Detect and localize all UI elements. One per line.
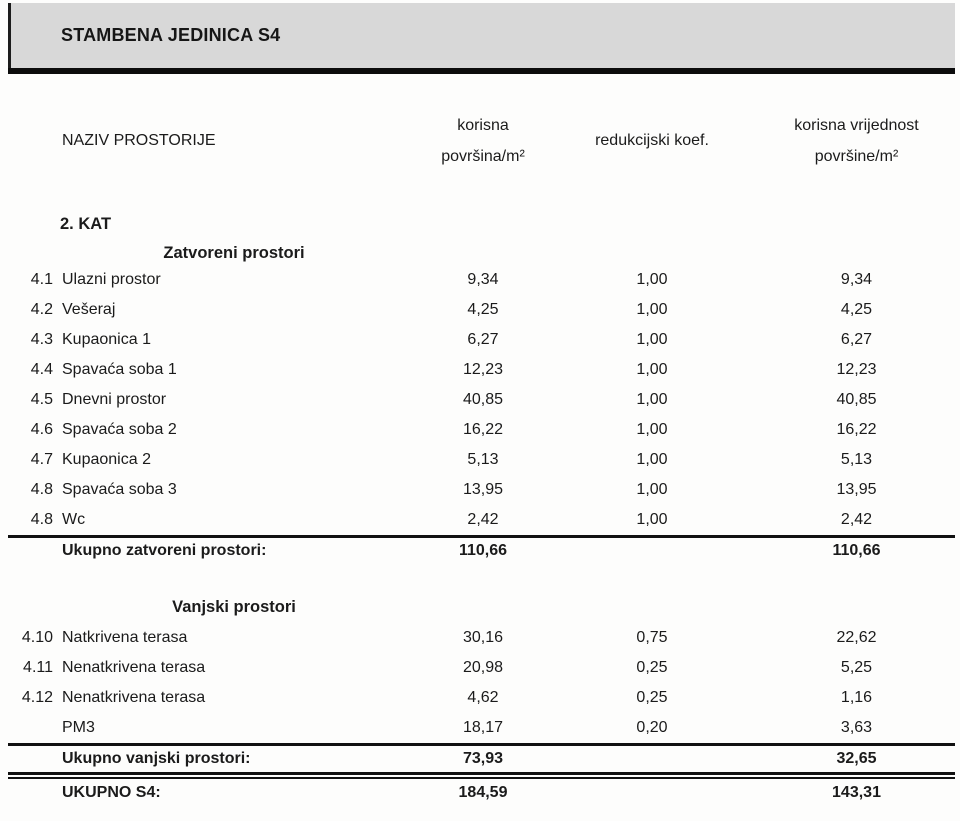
title-rule	[8, 68, 955, 74]
table-row	[8, 355, 955, 385]
grand-total-area-value: 184,59	[458, 784, 508, 801]
floor-label: 2. KAT	[60, 214, 112, 233]
row-area-value: 2,42	[467, 511, 499, 528]
table-row	[8, 415, 955, 445]
row-reduced-value: 2,42	[840, 511, 873, 528]
row-number: 4.7	[30, 451, 53, 468]
column-header-koef: redukcijski koef.	[595, 132, 709, 149]
column-header-name: NAZIV PROSTORIJE	[62, 132, 216, 149]
row-reduced-value: 5,13	[840, 451, 873, 468]
row-reduced-value: 13,95	[836, 481, 877, 498]
section-closed-spaces	[0, 241, 960, 564]
row-koef-value: 1,00	[636, 361, 668, 378]
row-room-name: Wc	[62, 511, 86, 528]
row-koef-value: 1,00	[636, 511, 668, 528]
row-area-value: 4,62	[467, 689, 499, 706]
total-label: Ukupno zatvoreni prostori:	[62, 542, 267, 559]
table-row	[8, 385, 955, 415]
row-koef-value: 1,00	[636, 331, 668, 348]
row-reduced-value: 40,85	[836, 391, 877, 408]
row-room-name: Natkrivena terasa	[62, 629, 188, 646]
section-heading: Vanjski prostori	[172, 597, 296, 616]
row-room-name: Ulazni prostor	[62, 271, 161, 288]
row-area-value: 16,22	[462, 421, 504, 438]
row-area-value: 20,98	[462, 659, 504, 676]
row-room-name: Nenatkrivena terasa	[62, 689, 206, 706]
row-reduced-value: 4,25	[840, 301, 873, 318]
row-koef-value: 1,00	[636, 271, 668, 288]
table-row	[8, 623, 955, 653]
row-reduced-value: 12,23	[836, 361, 877, 378]
row-koef-value: 0,25	[636, 659, 668, 676]
column-header-value-line1: korisna vrijednost	[794, 117, 919, 134]
title-bar	[8, 3, 955, 68]
section-heading-row	[8, 241, 955, 265]
table-row	[8, 505, 955, 535]
section-heading-row	[8, 595, 955, 619]
section-rows	[0, 265, 960, 535]
row-area-value: 13,95	[462, 481, 504, 498]
row-room-name: Nenatkrivena terasa	[62, 659, 206, 676]
row-area-value: 6,27	[467, 331, 499, 348]
table-row	[8, 713, 955, 743]
grand-total-value-value: 143,31	[832, 784, 881, 801]
row-reduced-value: 22,62	[836, 629, 877, 646]
table-row	[8, 475, 955, 505]
row-koef-value: 1,00	[636, 301, 668, 318]
row-koef-value: 0,25	[636, 689, 668, 706]
row-number: 4.5	[30, 391, 53, 408]
section-rows	[0, 623, 960, 743]
row-area-value: 18,17	[462, 719, 504, 736]
table-row	[8, 295, 955, 325]
row-number: 4.6	[30, 421, 53, 438]
row-area-value: 12,23	[462, 361, 504, 378]
table-row	[8, 653, 955, 683]
row-reduced-value: 6,27	[840, 331, 873, 348]
row-number: 4.3	[30, 331, 53, 348]
row-reduced-value: 9,34	[840, 271, 873, 288]
grand-total-label: UKUPNO S4:	[62, 784, 161, 801]
row-koef-value: 1,00	[636, 451, 668, 468]
row-room-name: Dnevni prostor	[62, 391, 167, 408]
row-room-name: Kupaonica 2	[62, 451, 151, 468]
row-reduced-value: 3,63	[840, 719, 873, 736]
section-outdoor-spaces	[0, 595, 960, 772]
section-heading: Zatvoreni prostori	[163, 243, 305, 262]
page-title: STAMBENA JEDINICA S4	[61, 25, 281, 45]
total-value-value: 32,65	[836, 750, 877, 767]
column-header-area-line2: površina/m²	[441, 148, 525, 165]
row-number: 4.4	[30, 361, 53, 378]
column-header-value-line2: površine/m²	[814, 148, 899, 165]
column-header-value	[758, 110, 955, 172]
row-number: 4.8	[30, 511, 53, 528]
row-area-value: 40,85	[462, 391, 504, 408]
row-room-name: PM3	[62, 719, 95, 736]
row-area-value: 9,34	[467, 271, 499, 288]
table-row	[8, 683, 955, 713]
row-number: 4.2	[30, 301, 53, 318]
row-number: 4.10	[21, 629, 53, 646]
row-koef-value: 0,20	[636, 719, 668, 736]
row-number: 4.1	[30, 271, 53, 288]
row-room-name: Spavaća soba 3	[62, 481, 177, 498]
grand-total-row	[8, 780, 955, 806]
row-number: 4.11	[23, 659, 53, 676]
row-room-name: Vešeraj	[62, 301, 116, 318]
total-area-value: 73,93	[462, 750, 504, 767]
row-room-name: Spavaća soba 1	[62, 361, 177, 378]
table-header-row	[8, 110, 955, 168]
row-koef-value: 0,75	[636, 629, 668, 646]
section-total-row	[8, 538, 955, 564]
table-row	[8, 325, 955, 355]
row-number: 4.8	[30, 481, 53, 498]
floor-row	[8, 212, 955, 236]
table-row	[8, 445, 955, 475]
total-label: Ukupno vanjski prostori:	[62, 750, 251, 767]
total-value-value: 110,66	[832, 542, 881, 559]
total-area-value: 110,66	[458, 542, 508, 559]
column-header-area-line1: korisna	[457, 117, 509, 134]
row-reduced-value: 5,25	[840, 659, 873, 676]
column-header-area	[420, 110, 546, 172]
section-total-row	[8, 746, 955, 772]
row-area-value: 30,16	[462, 629, 504, 646]
row-koef-value: 1,00	[636, 421, 668, 438]
table-row	[8, 265, 955, 295]
row-area-value: 4,25	[467, 301, 499, 318]
row-reduced-value: 1,16	[840, 689, 873, 706]
row-area-value: 5,13	[467, 451, 499, 468]
row-reduced-value: 16,22	[836, 421, 877, 438]
row-koef-value: 1,00	[636, 481, 668, 498]
row-number: 4.12	[21, 689, 53, 706]
row-room-name: Kupaonica 1	[62, 331, 151, 348]
row-koef-value: 1,00	[636, 391, 668, 408]
row-room-name: Spavaća soba 2	[62, 421, 177, 438]
grand-total-rule-bottom	[8, 777, 955, 779]
grand-total-rule	[8, 772, 955, 779]
